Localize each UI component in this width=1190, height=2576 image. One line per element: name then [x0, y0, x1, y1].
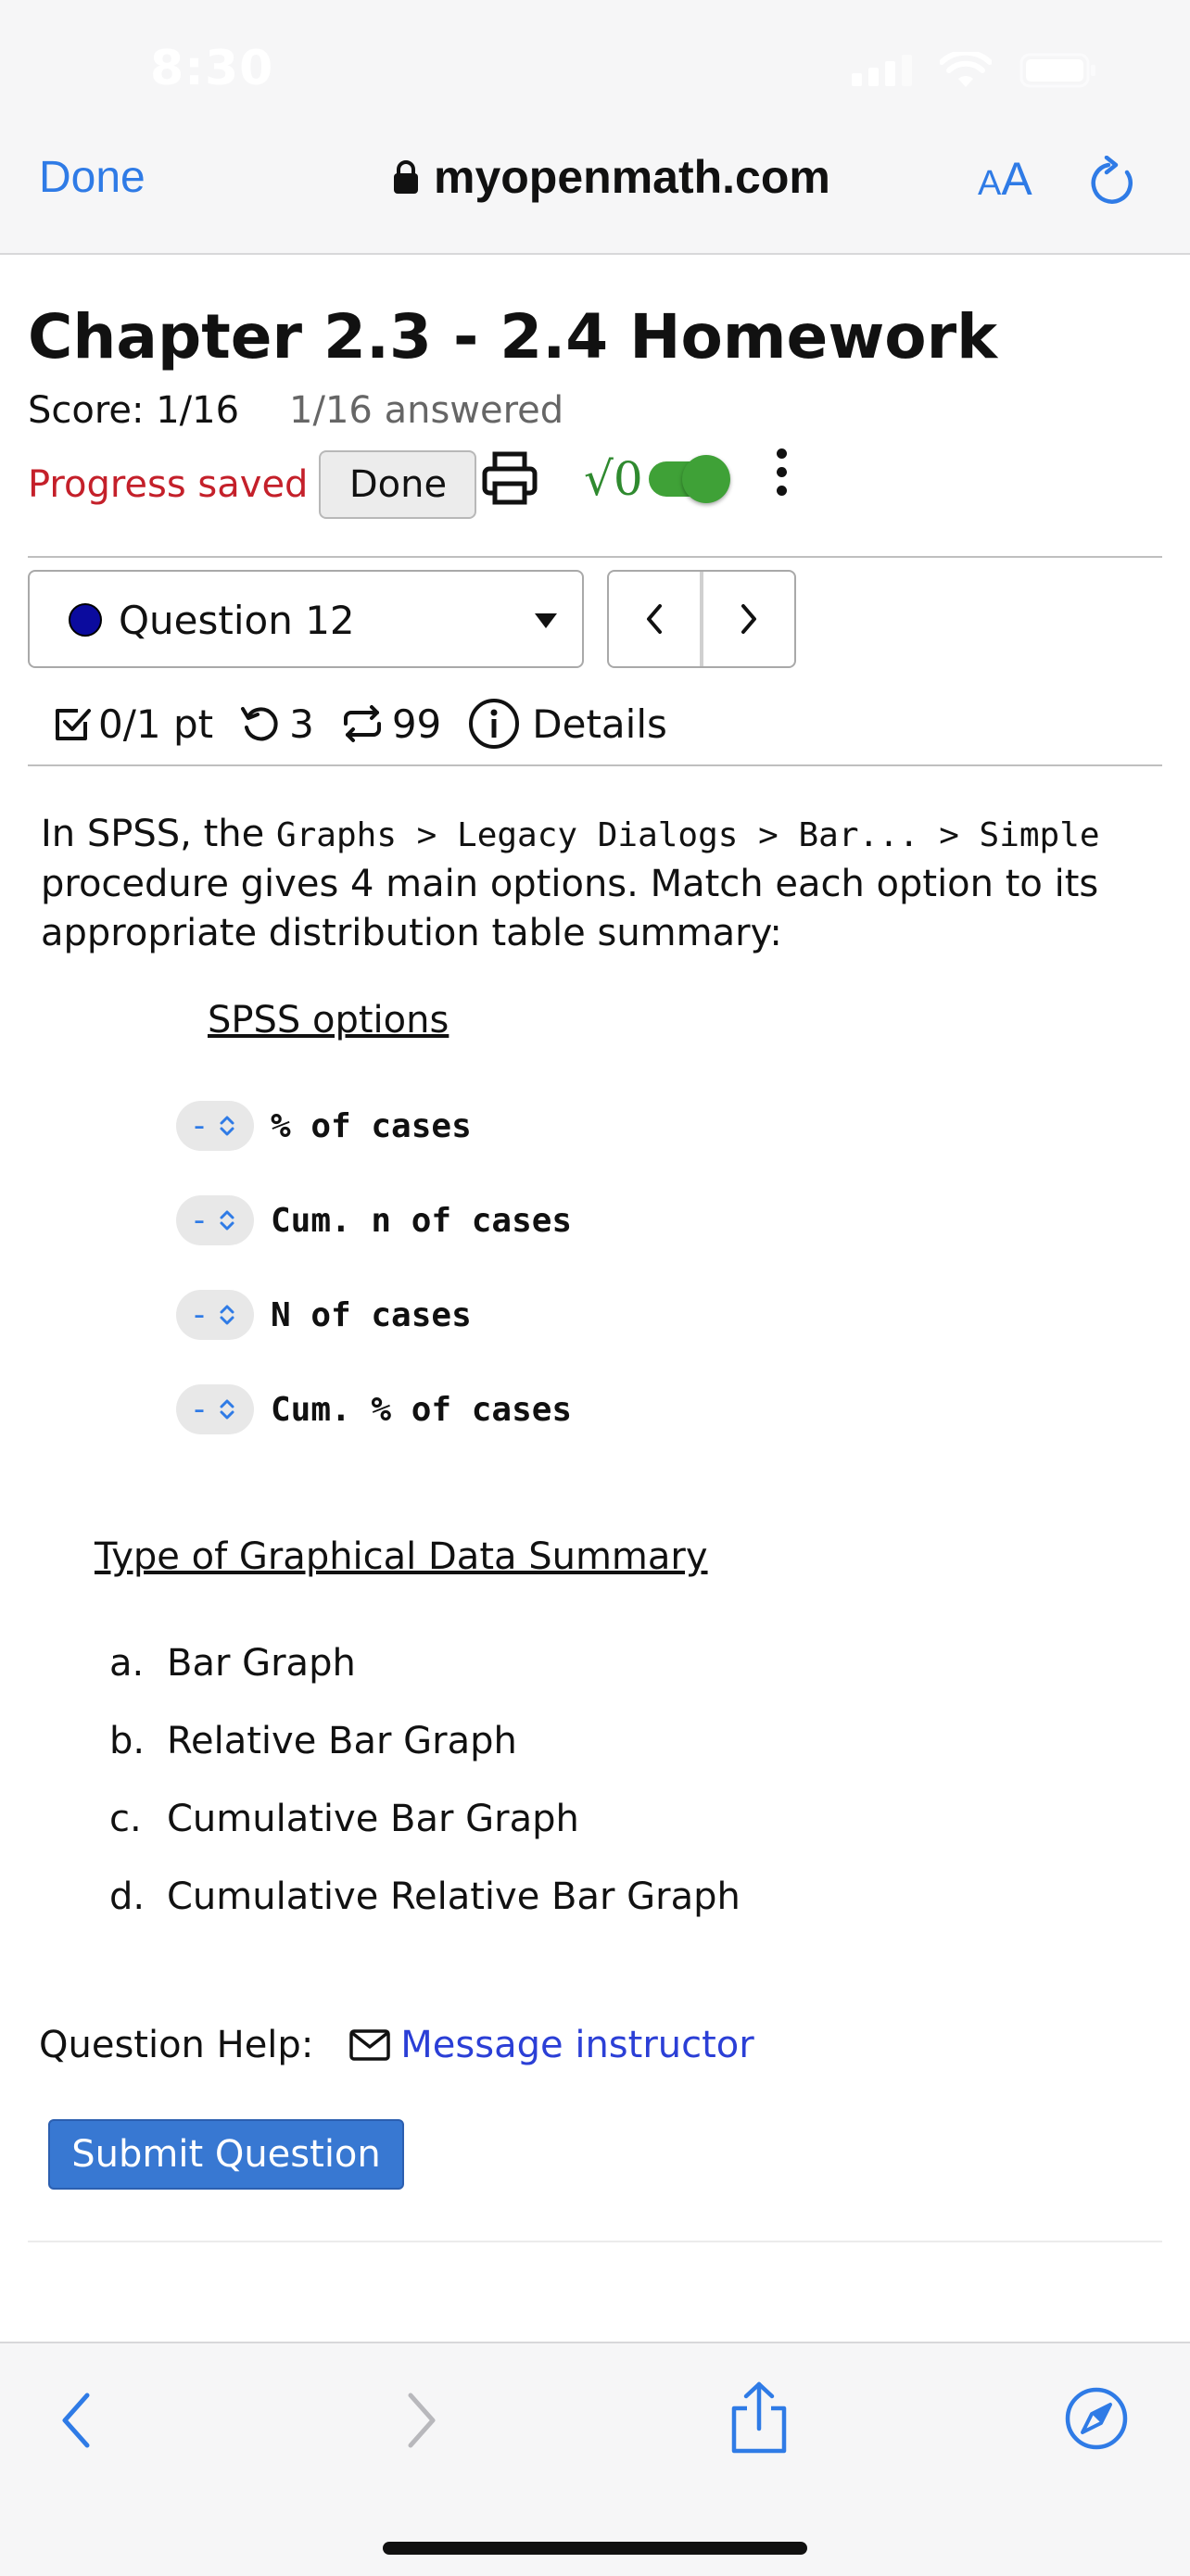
option-label: % of cases: [271, 1106, 472, 1145]
math-entry-toggle[interactable]: [584, 452, 725, 506]
assessment-done-button[interactable]: Done: [319, 450, 476, 519]
details-link[interactable]: Details: [532, 701, 667, 747]
chevron-right-icon: [738, 602, 760, 636]
summary-type-letter: a.: [109, 1642, 145, 1685]
option-answer-select[interactable]: [176, 1384, 254, 1434]
option-answer-select[interactable]: [176, 1290, 254, 1340]
points-text: 0/1 pt: [98, 701, 214, 747]
summary-type-label: Relative Bar Graph: [167, 1720, 517, 1762]
summary-type-item: [109, 1875, 741, 1918]
question-select-label: Question 12: [119, 598, 355, 643]
option-label: Cum. % of cases: [271, 1390, 573, 1429]
summary-type-letter: d.: [109, 1875, 146, 1918]
option-row: [176, 1289, 472, 1341]
progress-row: [28, 448, 476, 522]
score-row: [28, 389, 563, 432]
share-icon[interactable]: [728, 2380, 790, 2458]
browser-nav-bar: [0, 130, 1190, 255]
info-icon[interactable]: [467, 697, 521, 751]
question-prompt: [41, 810, 1162, 958]
message-instructor-link[interactable]: Message instructor: [400, 2024, 754, 2066]
header-divider: [28, 556, 1162, 558]
progress-saved-status: Progress saved: [28, 463, 309, 506]
select-value: -: [193, 1202, 206, 1239]
select-value: -: [193, 1296, 206, 1333]
select-value: -: [193, 1107, 206, 1144]
question-pager: [607, 570, 796, 668]
checkbox-icon: [52, 703, 93, 744]
answered-count: 1/16 answered: [289, 389, 564, 432]
lock-icon: [393, 159, 419, 195]
option-row: [176, 1194, 572, 1246]
back-button[interactable]: [57, 2390, 95, 2455]
question-help-label: Question Help:: [39, 2024, 314, 2066]
toggle-knob: [682, 455, 730, 503]
option-label: Cum. n of cases: [271, 1201, 573, 1240]
summary-type-item: [109, 1642, 356, 1685]
home-indicator: [383, 2542, 807, 2555]
address-bar[interactable]: [393, 150, 830, 204]
cellular-signal-icon: [852, 55, 912, 86]
summary-type-item: [109, 1798, 579, 1840]
url-text: myopenmath.com: [434, 151, 830, 203]
option-answer-select[interactable]: [176, 1195, 254, 1245]
question-status-dot: [69, 603, 102, 637]
summary-type-letter: c.: [109, 1798, 142, 1840]
page-title: Chapter 2.3 - 2.4 Homework: [28, 301, 998, 373]
previous-question-button[interactable]: [609, 572, 700, 666]
next-question-button[interactable]: [700, 572, 794, 666]
compass-icon[interactable]: [1064, 2386, 1129, 2455]
retries-count: 3: [289, 701, 314, 747]
meta-divider: [28, 764, 1162, 766]
wifi-icon: [940, 52, 992, 89]
summary-types-heading: Type of Graphical Data Summary: [95, 1535, 708, 1578]
option-answer-select[interactable]: [176, 1101, 254, 1151]
chevron-up-down-icon: [218, 1396, 236, 1422]
mail-icon[interactable]: [348, 2028, 391, 2062]
spss-menu-path: Graphs > Legacy Dialogs > Bar... > Simple: [275, 816, 1100, 854]
prompt-end: procedure gives 4 main options. Match each option to its appropriate distribution table summary:: [41, 863, 1099, 954]
question-meta-row: [52, 693, 667, 754]
summary-type-letter: b.: [109, 1720, 146, 1762]
chevron-up-down-icon: [218, 1113, 236, 1139]
text-size-small-label: A: [978, 164, 1002, 203]
text-size-big-label: A: [1001, 153, 1032, 205]
forward-button[interactable]: [403, 2390, 440, 2455]
reload-icon[interactable]: [1090, 156, 1138, 211]
chevron-up-down-icon: [218, 1207, 236, 1233]
option-label: N of cases: [271, 1295, 472, 1334]
select-value: -: [193, 1391, 206, 1428]
spss-options-heading: SPSS options: [208, 999, 449, 1042]
status-bar: [0, 0, 1190, 130]
attempts-icon: [340, 703, 385, 744]
summary-type-label: Bar Graph: [167, 1642, 356, 1685]
summary-type-item: [109, 1720, 517, 1762]
option-row: [176, 1383, 572, 1435]
sqrt-icon: √0: [584, 452, 643, 506]
print-icon[interactable]: [480, 448, 539, 511]
status-icons: [852, 52, 1097, 89]
option-row: [176, 1100, 472, 1152]
question-help-row: [39, 2020, 754, 2070]
attempts-count: 99: [391, 701, 442, 747]
status-time: 8:30: [150, 41, 274, 96]
battery-icon: [1019, 53, 1097, 88]
browser-toolbar: [0, 2342, 1190, 2576]
browser-done-button[interactable]: Done: [39, 153, 146, 202]
score-text: Score: 1/16: [28, 389, 240, 432]
chevron-right-icon: [403, 2390, 440, 2451]
text-size-button[interactable]: [978, 152, 1032, 206]
question-select[interactable]: [28, 570, 584, 668]
summary-type-label: Cumulative Relative Bar Graph: [167, 1875, 741, 1918]
prompt-start: In SPSS, the: [41, 813, 276, 855]
toggle-switch[interactable]: [649, 461, 725, 497]
summary-type-label: Cumulative Bar Graph: [167, 1798, 579, 1840]
caret-down-icon: [535, 613, 557, 628]
submit-question-button[interactable]: Submit Question: [48, 2119, 404, 2190]
chevron-left-icon: [57, 2390, 95, 2451]
content-bottom-divider: [28, 2241, 1162, 2242]
retry-icon: [239, 703, 280, 744]
chevron-left-icon: [643, 602, 665, 636]
more-options-icon[interactable]: [777, 448, 787, 496]
chevron-up-down-icon: [218, 1302, 236, 1328]
